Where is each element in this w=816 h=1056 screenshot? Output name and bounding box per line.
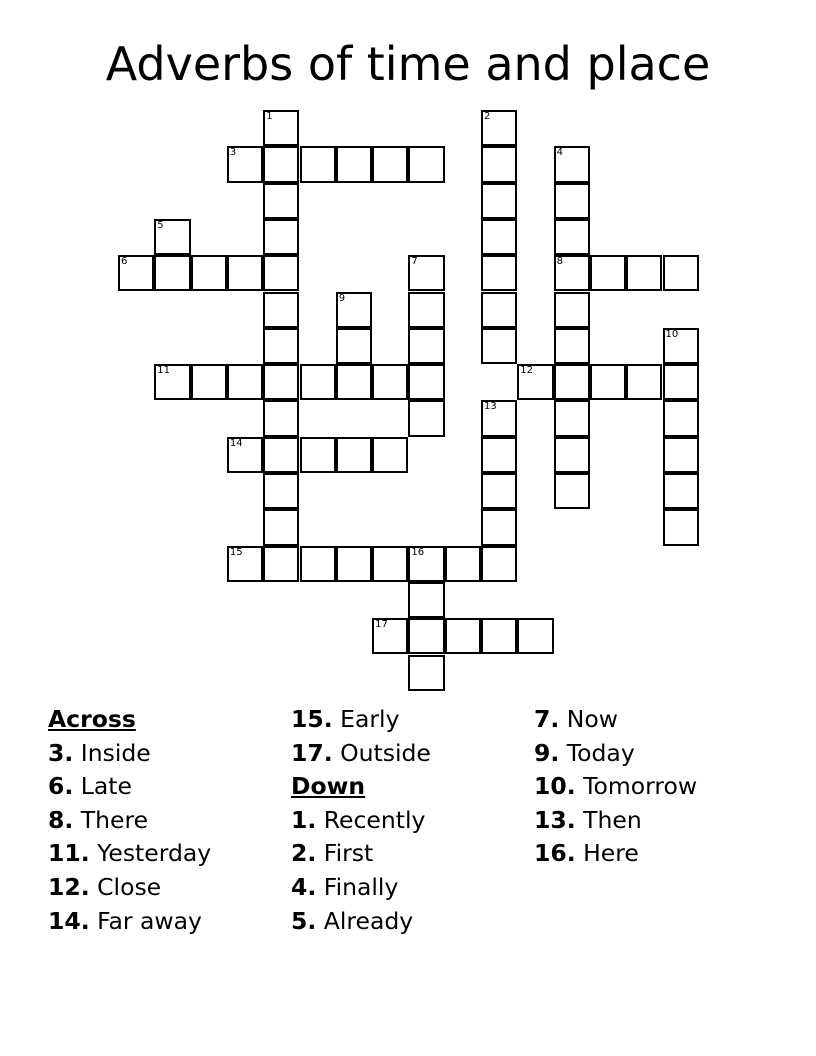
clue-down-2: 2. First [291,839,374,868]
grid-cell[interactable] [554,328,590,364]
grid-cell[interactable] [118,255,154,291]
clue-down-1: 1. Recently [291,805,426,834]
clue-across-8: 8. There [48,805,149,834]
clue-column-2 [291,703,431,938]
grid-cell[interactable] [554,219,590,255]
grid-cell[interactable] [408,364,444,400]
grid-cell[interactable] [372,146,408,182]
clue-down-7: 7. Now [534,705,618,733]
clue-number: 1 [266,111,273,122]
grid-cell[interactable] [481,146,517,182]
grid-cell[interactable] [481,292,517,328]
grid-cell[interactable] [154,364,190,400]
grid-cell[interactable] [336,328,372,364]
across-heading: Across [48,705,136,733]
clue-number: 14 [229,437,243,449]
clue-down-13: 13. Then [534,805,642,834]
clue-across-14: 14. Far away [48,906,202,935]
clue-across-15: 15. Early [291,705,400,733]
grid-cell[interactable] [263,328,299,364]
grid-cell[interactable] [336,364,372,400]
clue-number: 11 [157,365,171,377]
grid-cell[interactable] [445,546,481,582]
grid-cell[interactable] [554,400,590,436]
clue-down-9: 9. Today [534,738,635,767]
grid-cell[interactable] [481,400,517,436]
clue-number: 9 [338,292,346,304]
grid-cell[interactable] [408,146,444,182]
grid-cell[interactable] [663,509,699,545]
grid-cell[interactable] [263,400,299,436]
grid-cell[interactable] [263,546,299,582]
grid-cell[interactable] [263,473,299,509]
grid-cell[interactable] [263,255,299,291]
grid-cell[interactable] [408,292,444,328]
grid-cell[interactable] [626,255,662,291]
grid-cell[interactable] [227,364,263,400]
grid-cell[interactable] [554,146,590,182]
grid-cell[interactable] [481,473,517,509]
clue-across-11: 11. Yesterday [48,839,212,868]
grid-cell[interactable] [336,437,372,473]
clue-down-10: 10. Tomorrow [534,772,698,801]
grid-cell[interactable] [227,546,263,582]
grid-cell[interactable] [408,582,444,618]
grid-cell[interactable] [481,618,517,654]
grid-cell[interactable] [626,364,662,400]
clue-number: 7 [411,256,418,268]
grid-cell[interactable] [481,219,517,255]
grid-cell[interactable] [263,110,299,146]
grid-cell[interactable] [481,328,517,364]
clue-number: 6 [121,256,128,268]
grid-cell[interactable] [663,364,699,400]
clue-column-3 [534,703,697,871]
grid-cell[interactable] [590,255,626,291]
grid-cell[interactable] [154,219,190,255]
grid-cell[interactable] [481,509,517,545]
grid-cell[interactable] [663,328,699,364]
clue-number: 10 [665,328,679,340]
grid-cell[interactable] [191,255,227,291]
grid-cell[interactable] [336,546,372,582]
grid-cell[interactable] [554,437,590,473]
grid-cell[interactable] [154,255,190,291]
grid-cell[interactable] [372,437,408,473]
grid-cell[interactable] [300,364,336,400]
grid-cell[interactable] [481,255,517,291]
clue-down-5: 5. Already [291,906,414,935]
grid-cell[interactable] [408,546,444,582]
grid-cell[interactable] [408,328,444,364]
clue-number: 5 [157,219,164,231]
grid-cell[interactable] [554,473,590,509]
grid-cell[interactable] [663,473,699,509]
clue-down-16: 16. Here [534,839,639,868]
clue-number: 15 [229,546,243,558]
grid-cell[interactable] [263,364,299,400]
clue-number: 4 [556,147,563,159]
down-heading: Down [291,772,366,801]
grid-cell[interactable] [191,364,227,400]
grid-cell[interactable] [663,437,699,473]
clue-across-3: 3. Inside [48,738,151,767]
clue-number: 17 [375,619,388,631]
grid-cell[interactable] [590,364,626,400]
grid-cell[interactable] [663,255,699,291]
clue-number: 13 [484,401,497,413]
grid-cell[interactable] [263,146,299,182]
grid-cell[interactable] [445,618,481,654]
clue-number: 2 [484,111,491,122]
clue-number: 3 [229,147,237,159]
clue-across-17: 17. Outside [291,738,431,767]
grid-cell[interactable] [263,219,299,255]
grid-cell[interactable] [554,364,590,400]
grid-cell[interactable] [372,618,408,654]
clue-number: 8 [556,256,563,268]
grid-cell[interactable] [663,400,699,436]
grid-cell[interactable] [481,110,517,146]
puzzle-title: Adverbs of time and place [105,37,711,91]
clue-across-12: 12. Close [48,872,162,901]
grid-cell[interactable] [408,400,444,436]
grid-cell[interactable] [300,437,336,473]
grid-cell[interactable] [517,364,553,400]
grid-cell[interactable] [481,546,517,582]
grid-cell[interactable] [408,618,444,654]
grid-cell[interactable] [227,437,263,473]
grid-cell[interactable] [554,183,590,219]
grid-cell[interactable] [263,183,299,219]
grid-cell[interactable] [300,546,336,582]
grid-cell[interactable] [227,255,263,291]
grid-cell[interactable] [263,509,299,545]
clue-number: 16 [411,546,425,558]
grid-cell[interactable] [336,146,372,182]
grid-cell[interactable] [408,655,444,691]
grid-cell[interactable] [263,292,299,328]
grid-cell[interactable] [517,618,553,654]
grid-cell[interactable] [372,364,408,400]
grid-cell[interactable] [300,146,336,182]
clue-across-6: 6. Late [48,772,132,801]
grid-cell[interactable] [263,437,299,473]
clue-down-4: 4. Finally [291,872,399,901]
clue-column-1 [48,703,211,938]
grid-cell[interactable] [481,183,517,219]
clue-number: 12 [520,365,534,377]
grid-cell[interactable] [481,437,517,473]
grid-cell[interactable] [554,255,590,291]
grid-cell[interactable] [372,546,408,582]
grid-cell[interactable] [554,292,590,328]
grid-cell[interactable] [227,146,263,182]
grid-cell[interactable] [336,292,372,328]
grid-cell[interactable] [408,255,444,291]
